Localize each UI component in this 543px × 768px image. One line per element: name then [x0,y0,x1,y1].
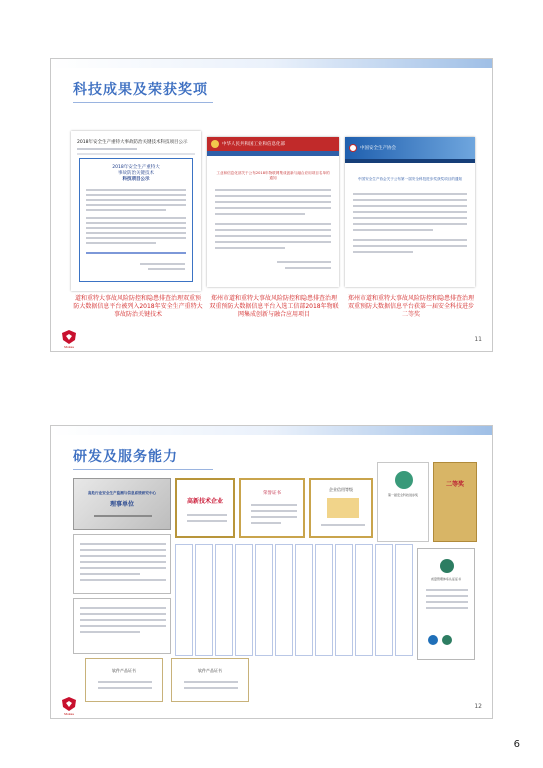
slide-title: 科技成果及荣获奖项 [73,82,208,98]
cnas-logo-icon [428,635,438,645]
slide-header-bar [51,59,492,68]
cert-credit-rating [309,478,373,538]
slide-rd-service-capability [50,425,493,719]
doc-heading: 2018年安全生产重特大事故防治关键技术科技项目公示 [77,140,188,145]
cert-strip-10 [355,544,373,656]
doc-site-header [345,137,475,159]
title-underline [73,469,213,470]
certificate-form-2 [73,598,171,654]
cert-strip-2 [195,544,213,656]
shield-logo-icon [60,696,78,712]
certificate-form-1 [73,534,171,594]
cert-strip-4 [235,544,253,656]
cert-strip-3 [215,544,233,656]
plaque-org-name: 高危行业安全生产监测与信息系统研究中心 [87,491,157,495]
doc-site-header [207,137,339,151]
association-logo-icon [349,144,357,152]
slide-page-number: 12 [474,703,482,710]
cert-strip-5 [255,544,273,656]
company-logo-slide2 [60,696,78,718]
notice-box [79,158,193,282]
doc-heading: 工业和信息化部关于公布2018年物联网集成创新与融合应用项目名单的通知 [216,171,330,180]
cert-strip-12 [395,544,413,656]
award-grade: 二等奖 [445,481,464,488]
honor-title: 荣誉证书 [263,491,281,496]
credit-seal-icon [327,498,359,518]
logo-text: Stokes [64,345,74,349]
plaque-council-member [73,478,171,530]
iaf-logo-icon [442,635,452,645]
caption-safety-award: 郑州市道和重特大事故风险防控和隐患排查治理双重预防大数据信息平台获第一届安全科技进步二等奖 [347,295,474,318]
doc-safety-association-notice [345,137,475,287]
box-title-line-1: 2018年安全生产重特大 [112,165,160,170]
slide-page-number: 11 [474,336,482,343]
doc-heading: 中国安全生产协会关于公布第一届安全科技进步奖获奖项目的通知 [357,177,463,181]
credit-title: 企业信用等级 [329,487,353,492]
company-logo-slide1 [60,329,78,351]
cert-iso-quality [417,548,475,660]
software2-title: 软件产品证书 [198,668,222,673]
cert-award-second-prize [377,462,429,542]
cert-strip-6 [275,544,293,656]
site-name: 中国安全生产协会 [360,146,396,151]
iso-emblem-icon [440,559,454,573]
cert-software-product-1 [85,658,163,702]
box-title-line-3: 科技项目公示 [122,177,150,182]
cert-strip-9 [335,544,353,656]
cert-high-tech-enterprise [175,478,235,538]
cert-award-board [433,462,477,542]
page-number: 6 [513,739,520,750]
cert-strip-1 [175,544,193,656]
award-name: 第一届安全科技进步奖 [387,493,418,497]
caption-key-technology: 道和重特大事故风险防控和隐患排查治理双重预防大数据信息平台被列入2018年安全生产重特大事故防治关键技术 [73,295,203,318]
plaque-title: 理事单位 [109,501,134,508]
slide-title: 研发及服务能力 [73,449,178,465]
cert-software-product-2 [171,658,249,702]
slide-technology-achievements [50,58,493,352]
cert-strip-7 [295,544,313,656]
slide-header-bar [51,426,492,435]
software1-title: 软件产品证书 [112,668,136,673]
logo-text: Stokes [64,712,74,716]
shield-logo-icon [60,329,78,345]
title-underline [73,102,213,103]
hitech-title: 高新技术企业 [186,498,223,505]
cert-strip-11 [375,544,393,656]
award-medal-icon [395,471,413,489]
doc-key-technology-notice [71,131,201,291]
cert-honor [239,478,305,538]
iso-title: 质量管理体系认证证书 [430,577,461,581]
box-title-line-2: 事故防治关键技术 [118,171,154,176]
cert-strip-8 [315,544,333,656]
caption-miit-project: 郑州市道和重特大事故风险防控和隐患排查治理双重预防大数据信息平台入选工信部2018年物联网集成创新与融合应用项目 [209,295,339,318]
doc-miit-notice [207,137,339,287]
site-name: 中华人民共和国工业和信息化部 [222,142,285,147]
emblem-icon [211,140,219,148]
